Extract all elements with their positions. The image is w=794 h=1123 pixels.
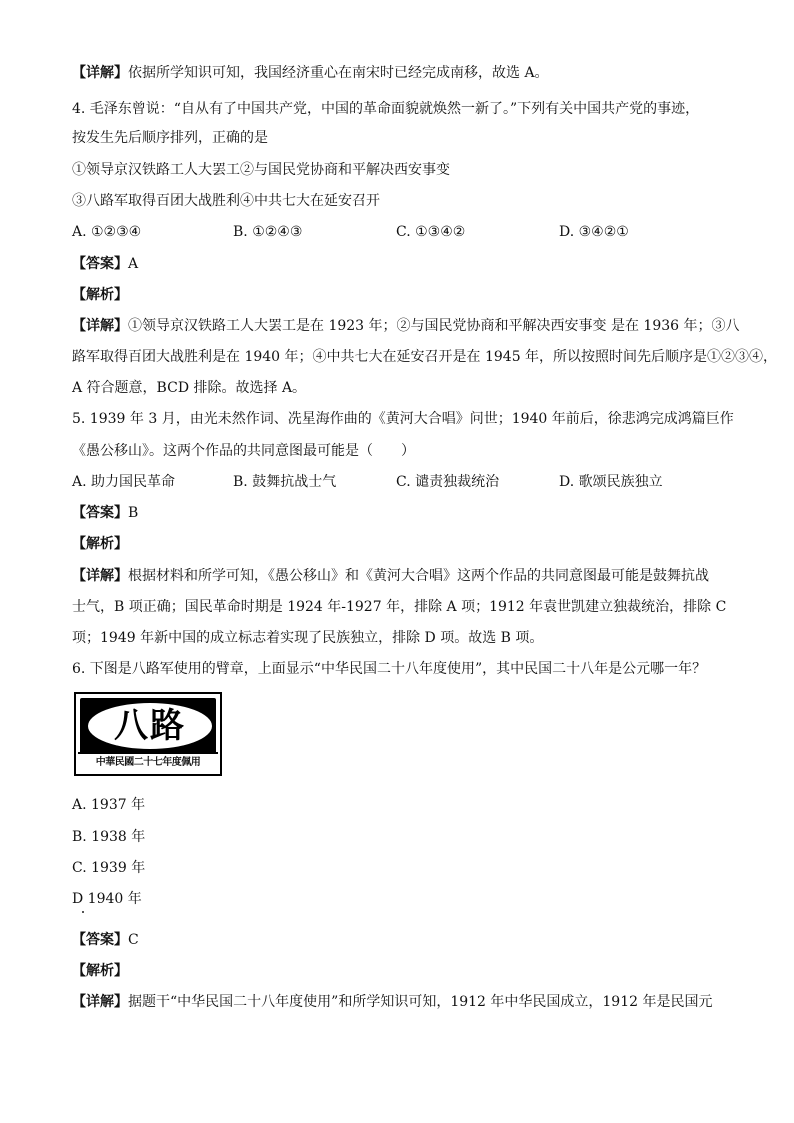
q5-detail-line-3: 项；1949 年新中国的成立标志着实现了民族独立，排除 D 项。故选 B 项。 [72,630,544,646]
q6-option-d: D 1940 年 [72,891,142,907]
q4-option-c: C. ①③④② [396,224,466,240]
answer-value: B [128,505,139,521]
answer-tag: 【答案】 [72,932,128,948]
q4-stem-line-3: ①领导京汉铁路工人大罢工②与国民党协商和平解决西安事变 [72,162,450,178]
q4-detail-line-2: 路军取得百团大战胜利是在 1940 年；④中共七大在延安召开是在 1945 年，所以按照时间先后顺序是①②③④， [72,349,778,365]
q5-option-a: A. 助力国民革命 [72,474,176,490]
q4-stem-line-4: ③八路军取得百团大战胜利④中共七大在延安召开 [72,193,380,209]
stray-dot [82,911,84,913]
detail-text: 依据所学知识可知，我国经济重心在南宋时已经完成南移，故选 A。 [128,65,549,81]
answer-tag: 【答案】 [72,505,128,521]
detail-tag: 【详解】 [72,65,128,81]
q6-option-a: A. 1937 年 [72,797,146,813]
answer-value: C [128,932,139,948]
armband-main-text: 八路 [114,706,186,746]
q4-stem-line-1: 4. 毛泽东曾说：“自从有了中国共产党，中国的革命面貌就焕然一新了。”下列有关中国共产党的事迹， [72,101,700,117]
armband-caption: 中華民國二十七年度佩用 [78,752,218,772]
detail-text: 根据材料和所学可知，《愚公移山》和《黄河大合唱》这两个作品的共同意图最可能是鼓舞抗战 [128,568,709,584]
q6-detail-line-1 [72,991,712,1013]
detail-text: ①领导京汉铁路工人大罢工是在 1923 年；②与国民党协商和平解决西安事变 是在 1936 年；③八 [128,318,740,334]
armband-black-panel [80,698,216,754]
answer-value: A [128,256,139,272]
q5-stem-line-1: 5. 1939 年 3 月，由光未然作词、冼星海作曲的《黄河大合唱》问世；1940 年前后，徐悲鸿完成鸿篇巨作 [72,411,734,427]
q4-detail-line-3: A 符合题意，BCD 排除。故选择 A。 [72,380,307,396]
armband-oval [88,703,212,749]
q5-option-b: B. 鼓舞抗战士气 [233,474,337,490]
q5-detail-line-1 [72,565,709,587]
q6-stem-line-1: 6. 下图是八路军使用的臂章，上面显示“中华民国二十八年度使用”，其中民国二十八年是公元哪一年？ [72,661,707,677]
q3-detail [72,62,549,84]
q4-option-a: A. ①②③④ [72,224,142,240]
q4-option-b: B. ①②④③ [233,224,303,240]
q4-option-d: D. ③④②① [559,224,629,240]
q4-detail-line-1 [72,315,740,337]
q5-analysis-tag: 【解析】 [72,536,128,552]
answer-tag: 【答案】 [72,256,128,272]
detail-tag: 【详解】 [72,994,128,1010]
q5-option-d: D. 歌颂民族独立 [559,474,663,490]
q5-option-c: C. 谴责独裁统治 [396,474,500,490]
q5-detail-line-2: 士气，B 项正确；国民革命时期是 1924 年-1927 年，排除 A 项；1912 年袁世凯建立独裁统治，排除 C [72,599,727,615]
q5-answer [72,502,138,524]
q6-option-c: C. 1939 年 [72,860,146,876]
eighth-route-army-armband-image [74,692,222,776]
q4-stem-line-2: 按发生先后顺序排列，正确的是 [72,130,268,146]
q5-stem-line-2: 《愚公移山》。这两个作品的共同意图最可能是（ ） [72,443,415,459]
detail-text: 据题干“中华民国二十八年度使用”和所学知识可知，1912 年中华民国成立，1912 年是民国元 [128,994,713,1010]
q6-option-b: B. 1938 年 [72,829,146,845]
q4-analysis-tag: 【解析】 [72,287,128,303]
detail-tag: 【详解】 [72,318,128,334]
q4-answer [72,253,138,275]
q6-answer [72,929,139,951]
q6-analysis-tag: 【解析】 [72,963,128,979]
detail-tag: 【详解】 [72,568,128,584]
